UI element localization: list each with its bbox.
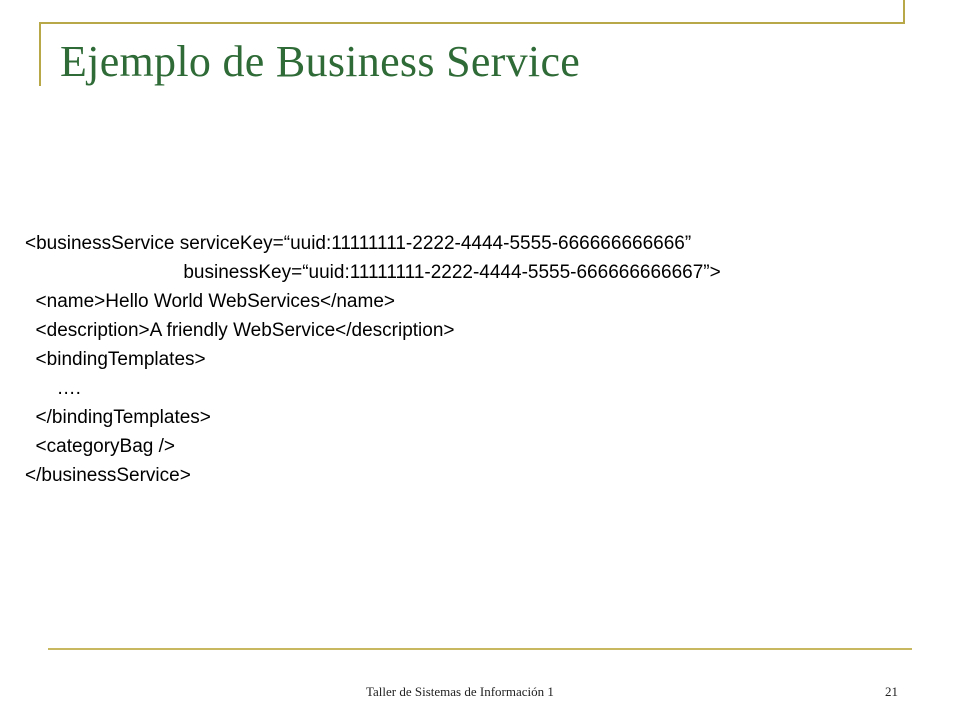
xml-code-block xyxy=(25,229,721,490)
slide-title: Ejemplo de Business Service xyxy=(60,37,581,86)
page-number: 21 xyxy=(885,684,898,699)
code-line: <categoryBag /> xyxy=(25,436,175,457)
code-line: <description>A friendly WebService</description> xyxy=(25,320,455,341)
code-line: <businessService serviceKey=“uuid:11111111-2222-4444-5555-666666666666” xyxy=(25,233,692,254)
frame-left-line xyxy=(39,22,41,86)
frame-top-line xyxy=(40,22,905,24)
code-line: …. xyxy=(25,378,81,399)
footer-divider xyxy=(48,648,912,650)
footer-text: Taller de Sistemas de Información 1 xyxy=(366,684,554,699)
code-line: </businessService> xyxy=(25,465,191,486)
code-line: <name>Hello World WebServices</name> xyxy=(25,291,395,312)
code-line: </bindingTemplates> xyxy=(25,407,211,428)
code-line: businessKey=“uuid:11111111-2222-4444-5555-666666666667”> xyxy=(25,262,721,283)
code-line: <bindingTemplates> xyxy=(25,349,206,370)
frame-right-line xyxy=(903,0,905,24)
